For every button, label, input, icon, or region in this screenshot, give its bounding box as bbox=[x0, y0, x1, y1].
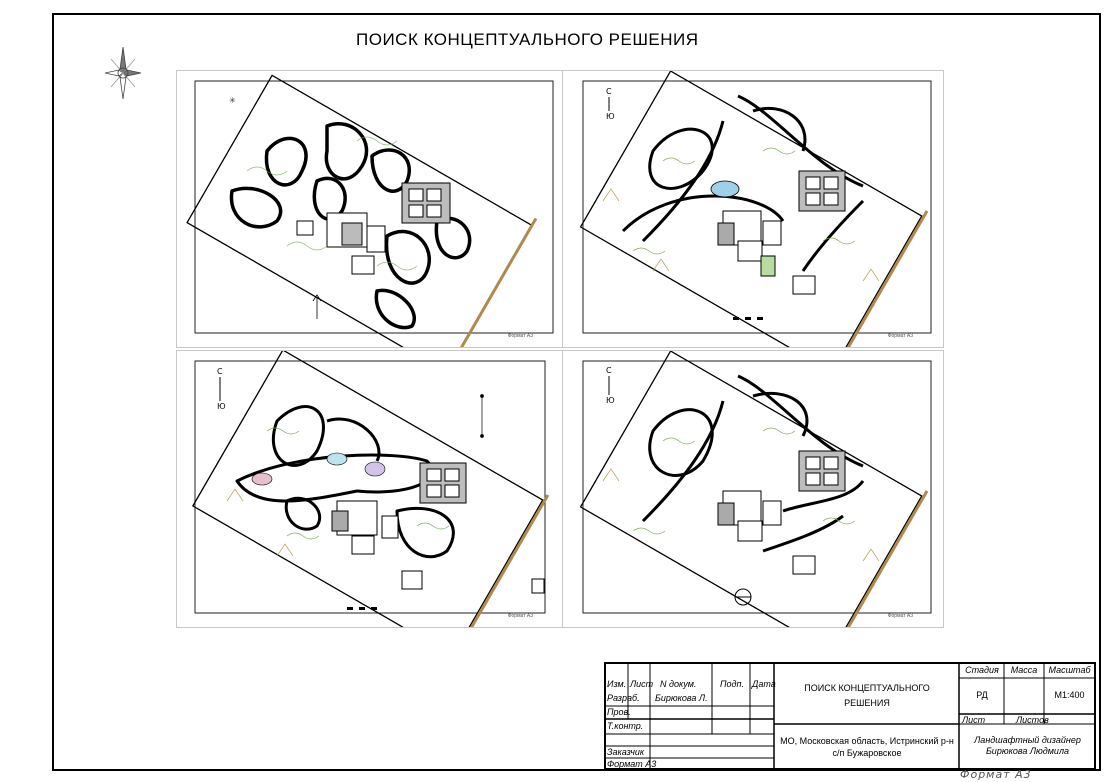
stage-label: Стадия bbox=[965, 665, 999, 675]
site-plan-drawing bbox=[177, 351, 563, 627]
page-title: ПОИСК КОНЦЕПТУАЛЬНОГО РЕШЕНИЯ bbox=[356, 30, 699, 49]
razrab-name: Бирюкова Л. bbox=[655, 693, 708, 703]
row-zakazchik: Заказчик bbox=[607, 747, 645, 757]
row-razrab: Разраб. bbox=[607, 693, 640, 703]
sheet-format-label: Формат А3 bbox=[887, 333, 913, 339]
sheet-format-label: Формат А3 bbox=[507, 333, 533, 339]
plan-sheet-4 bbox=[562, 350, 944, 628]
north-label: С bbox=[606, 87, 612, 96]
south-label: Ю bbox=[217, 402, 226, 411]
row-prov: Пров. bbox=[607, 707, 631, 717]
col-date: Дата bbox=[752, 679, 776, 689]
scale-label: Масштаб bbox=[1048, 665, 1091, 675]
sheets-label: Листов bbox=[1016, 715, 1049, 725]
south-label: Ю bbox=[606, 112, 615, 121]
south-label: Ю bbox=[606, 396, 615, 405]
mass-label: Масса bbox=[1010, 665, 1038, 675]
scale-value: М1:400 bbox=[1054, 690, 1085, 700]
sheet-format-label: Формат А3 bbox=[887, 613, 913, 619]
doc-title-line1: ПОИСК КОНЦЕПТУАЛЬНОГО bbox=[804, 683, 930, 693]
sheet-label: Лист bbox=[962, 715, 986, 725]
site-plan-drawing bbox=[563, 351, 943, 627]
plan-sheet-1 bbox=[176, 70, 564, 348]
format-label-bottom: Формат А3 bbox=[960, 768, 1032, 781]
site-plan-drawing bbox=[563, 71, 943, 347]
row-tkontr: Т.контр. bbox=[607, 721, 644, 731]
stage-value: РД bbox=[976, 690, 988, 700]
designer-line1: Ландшафтный дизайнер bbox=[974, 735, 1081, 745]
location-line2: с/п Бужаровское bbox=[832, 748, 902, 758]
location-line1: МО, Московская область, Истринский р-н bbox=[780, 736, 954, 746]
row-format: Формат А3 bbox=[607, 759, 657, 769]
col-ndoc: N докум. bbox=[660, 679, 697, 689]
plan-sheet-2 bbox=[562, 70, 944, 348]
sheet-format-label: Формат А3 bbox=[507, 613, 533, 619]
compass-rose-icon bbox=[103, 45, 143, 101]
col-list: Лист bbox=[630, 679, 654, 689]
col-podp: Подп. bbox=[720, 679, 744, 689]
title-block bbox=[604, 662, 1096, 770]
plan-sheet-3 bbox=[176, 350, 564, 628]
site-plan-drawing bbox=[177, 71, 563, 347]
col-izm: Изм. bbox=[607, 679, 627, 689]
north-label: С bbox=[606, 366, 612, 375]
designer-line2: Бирюкова Людмила bbox=[985, 746, 1070, 756]
svg-text:✳: ✳ bbox=[229, 96, 236, 105]
north-label: С bbox=[217, 367, 223, 376]
doc-title-line2: РЕШЕНИЯ bbox=[844, 698, 890, 708]
